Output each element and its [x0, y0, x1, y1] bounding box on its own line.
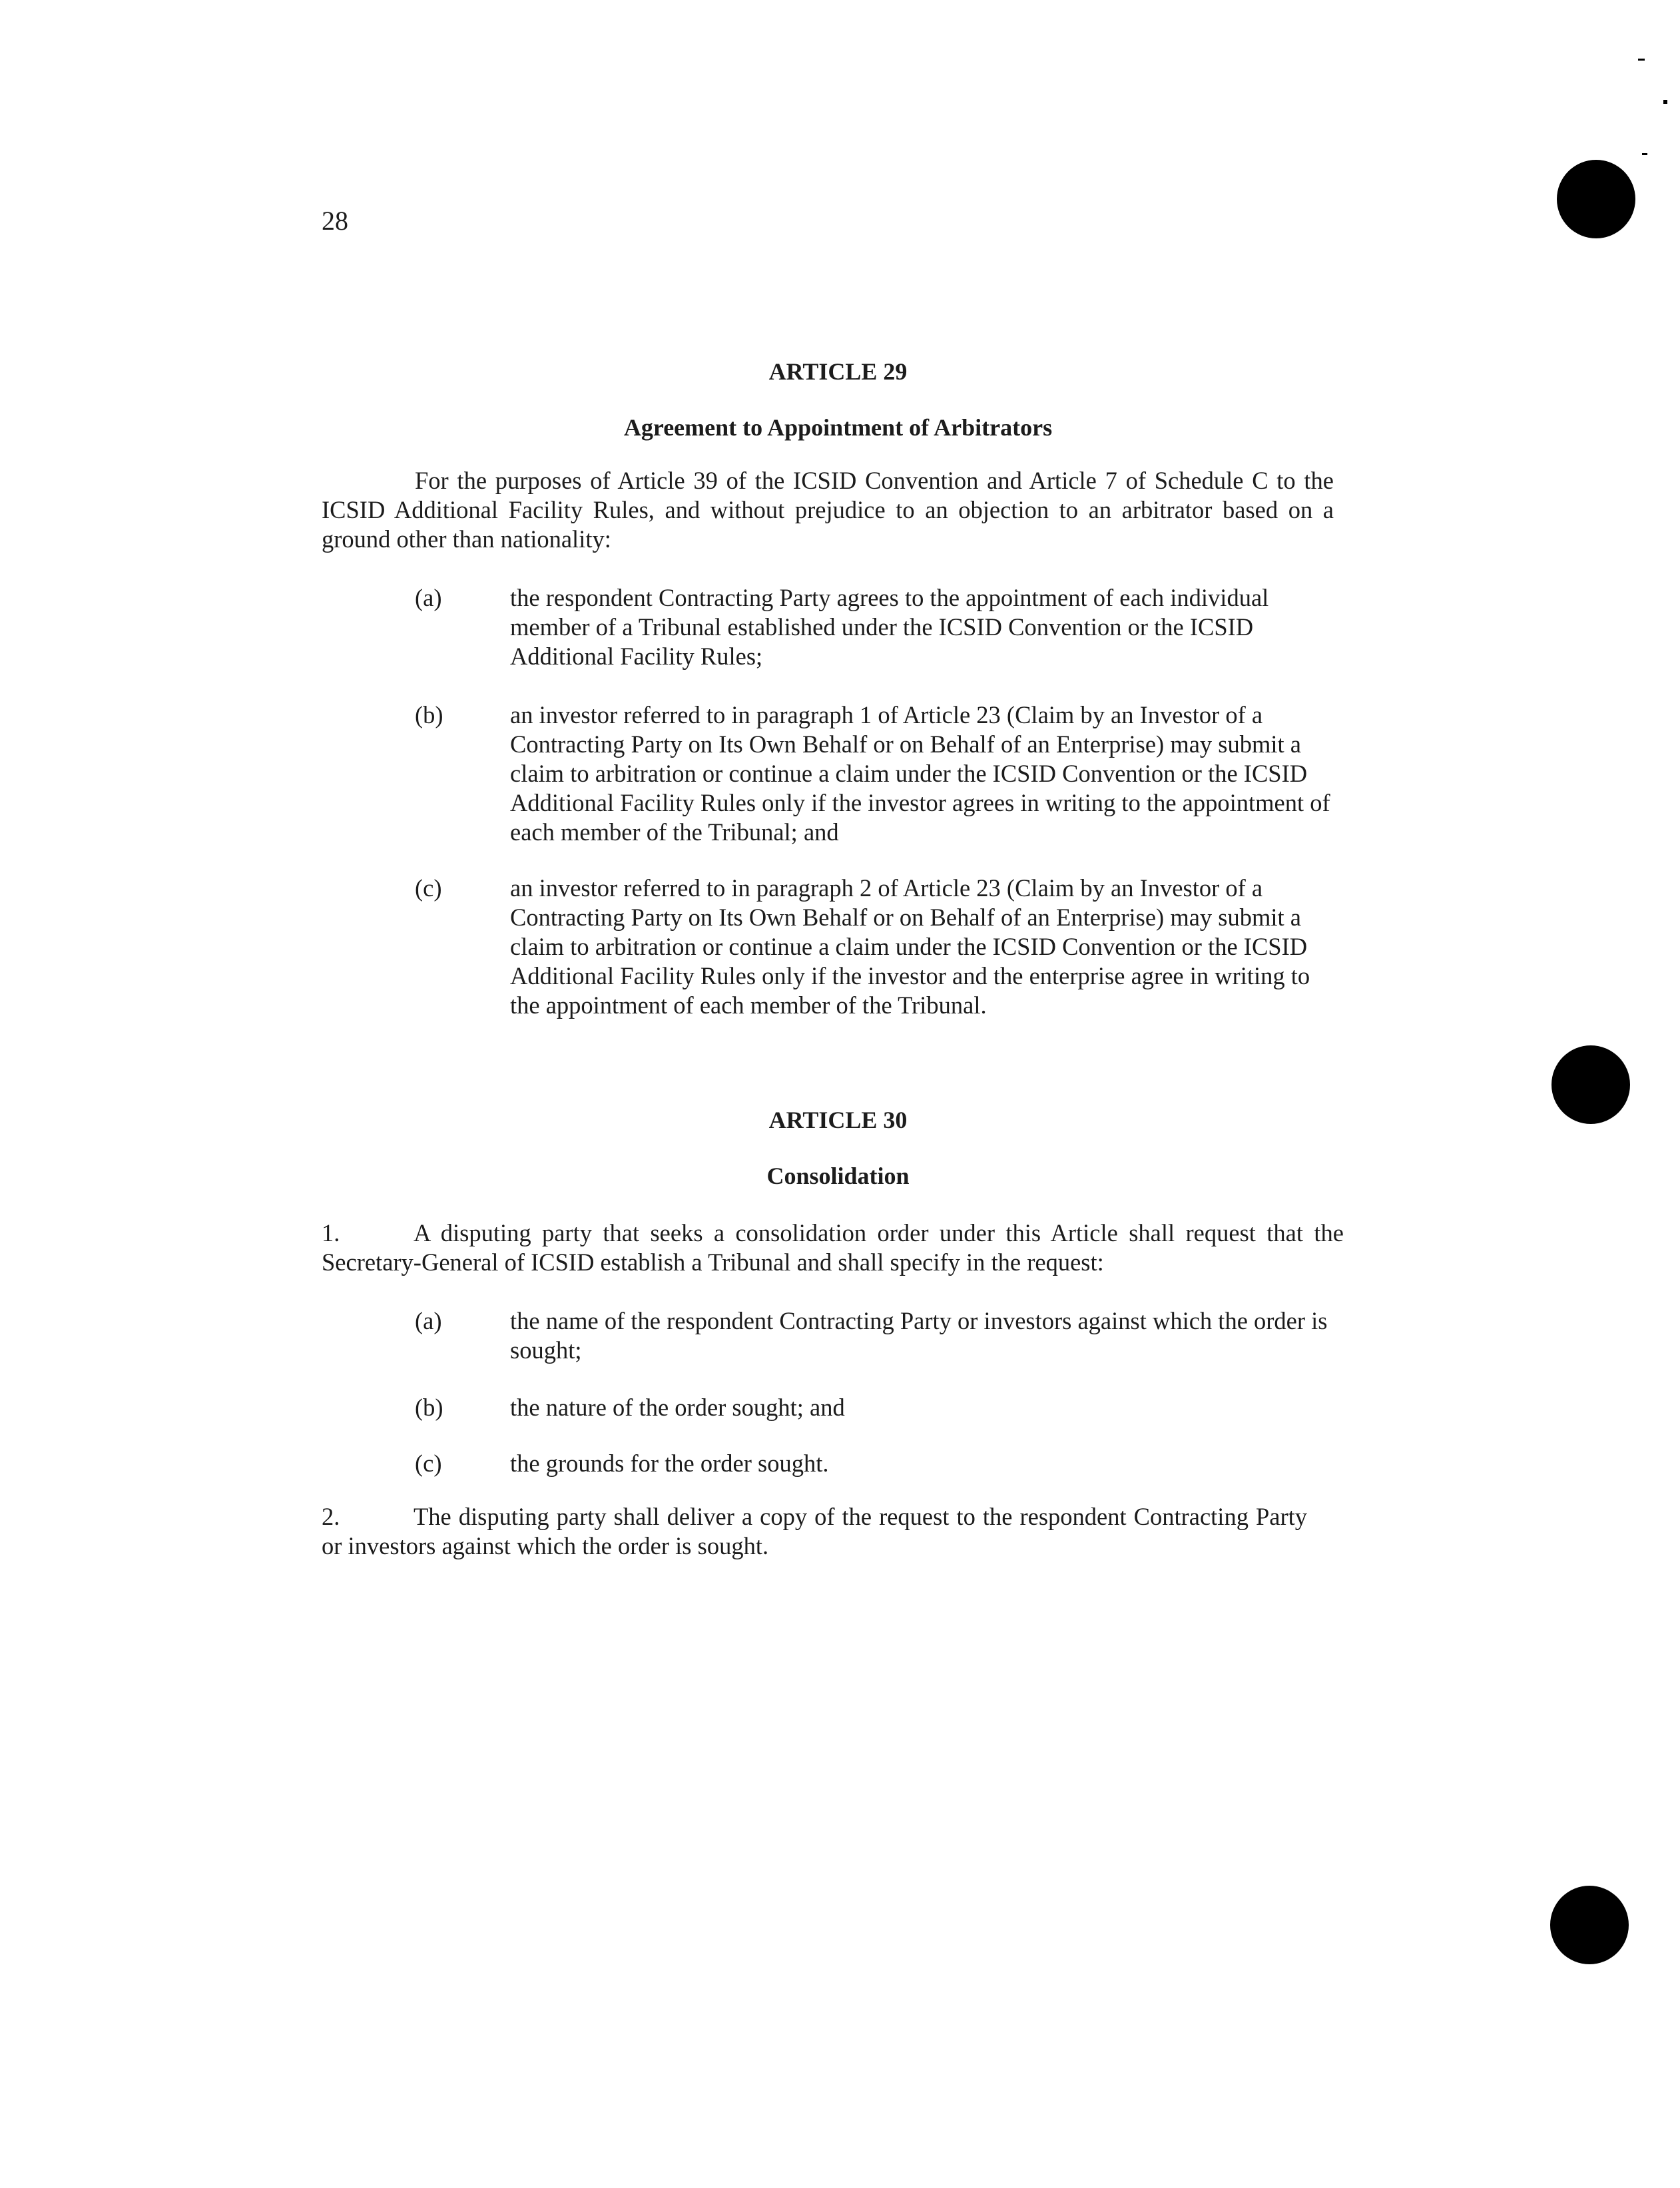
article-30-item-b-label: (b) [415, 1394, 443, 1421]
article-30-paragraph-2 [322, 1502, 1307, 1561]
article-30-item-c-label: (c) [415, 1450, 442, 1477]
article-29-item-b-label: (b) [415, 701, 443, 728]
article-29-item-a-text: the respondent Contracting Party agrees to the appointment of each individual member of a Tribunal established under the ICSID Convention or the ICSID Additional Facility Rules; [510, 584, 1269, 670]
article-30-paragraph-1-text: A disputing party that seeks a consolidation order under this Article shall request that the Secretary-General of ICSID establish a Tribunal and shall specify in the request: [322, 1219, 1344, 1276]
scan-speck [1642, 153, 1647, 155]
article-29-intro-text: For the purposes of Article 39 of the ICSID Convention and Article 7 of Schedule C to the ICSID Additional Facility Rules, and without prejudice to an objection to an arbitrator based on a ground other than nationality: [322, 467, 1334, 553]
article-29-intro [322, 466, 1334, 554]
article-30-paragraph-1 [322, 1219, 1344, 1277]
article-30-paragraph-1-number: 1. [322, 1219, 340, 1246]
punch-hole-bottom [1550, 1886, 1629, 1964]
article-29-item-c-label: (c) [415, 874, 442, 902]
scan-speck [1663, 100, 1667, 104]
article-29-title: ARTICLE 29 [768, 358, 908, 385]
page-number: 28 [322, 206, 348, 236]
article-30-item-a-label: (a) [415, 1307, 442, 1334]
article-30-paragraph-2-number: 2. [322, 1503, 340, 1530]
article-29-item-c-text: an investor referred to in paragraph 2 of Article 23 (Claim by an Investor of a Contracting Party on Its Own Behalf or on Behalf of an Enterprise) may submit a claim to arbitration or continue a claim under the ICSID Convention or the ICSID Additional Facility Rules only if the investor and the enterprise agree in writing to the appointment of each member of the Tribunal. [510, 874, 1310, 1019]
article-30-paragraph-2-text: The disputing party shall deliver a copy of the request to the respondent Contracting Party or investors against which the order is sought. [322, 1503, 1307, 1559]
punch-hole-top [1557, 160, 1635, 238]
article-30-title: ARTICLE 30 [768, 1107, 908, 1133]
article-30-subtitle: Consolidation [766, 1163, 910, 1189]
article-29-item-a-label: (a) [415, 584, 442, 611]
article-29-subtitle: Agreement to Appointment of Arbitrators [623, 414, 1053, 441]
article-30-item-b-text: the nature of the order sought; and [510, 1394, 845, 1421]
article-29-item-b-text: an investor referred to in paragraph 1 of Article 23 (Claim by an Investor of a Contracting Party on Its Own Behalf or on Behalf of an Enterprise) may submit a claim to arbitration or continue a claim under the ICSID Convention or the ICSID Additional Facility Rules only if the investor agrees in writing to the appointment of each member of the Tribunal; and [510, 701, 1330, 846]
article-30-item-c-text: the grounds for the order sought. [510, 1450, 829, 1477]
article-30-item-a-text: the name of the respondent Contracting Party or investors against which the order is sought; [510, 1307, 1328, 1364]
scan-speck [1638, 59, 1645, 61]
